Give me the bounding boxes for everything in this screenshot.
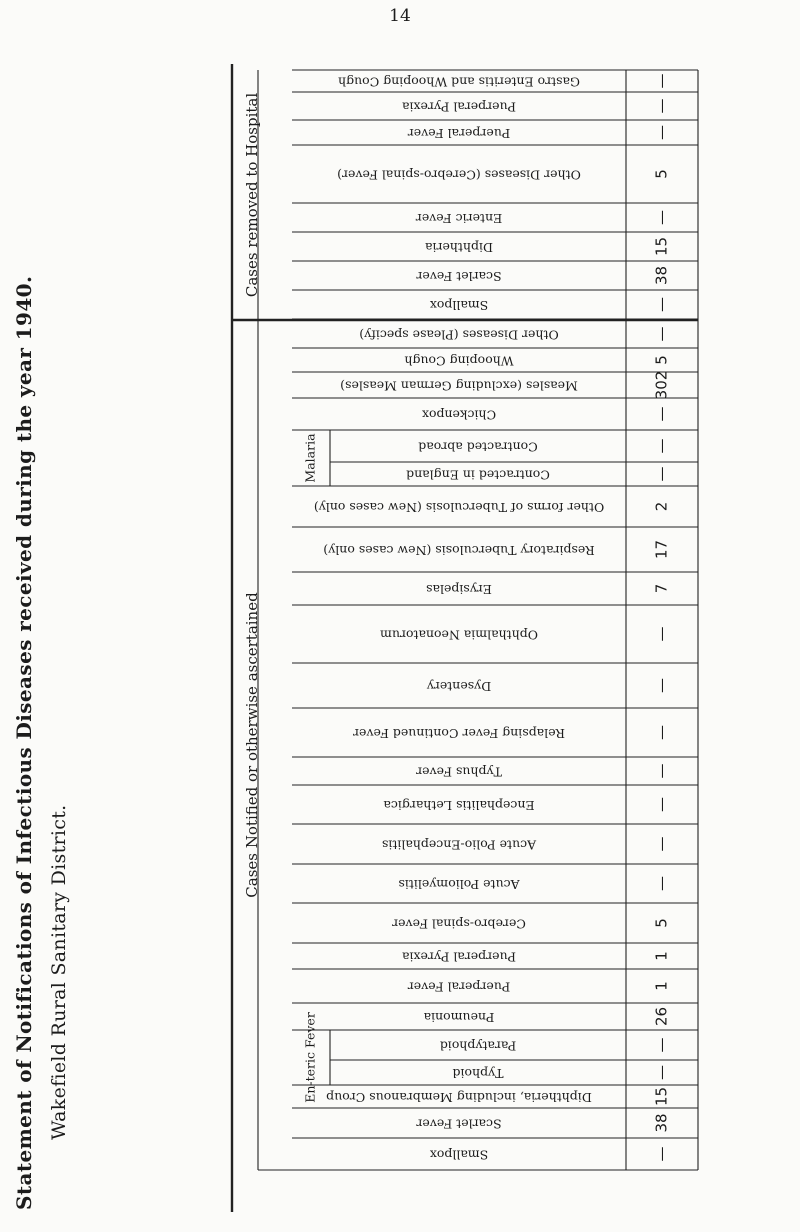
- row-label-notified-23: Whooping Cough: [404, 353, 514, 369]
- row-value-notified-1: 38: [652, 1113, 671, 1133]
- row-value-notified-17: 17: [652, 539, 671, 560]
- row-value-notified-19: —: [652, 466, 671, 482]
- row-value-removed-3: —: [652, 210, 671, 225]
- row-label-notified-20: Contracted abroad: [418, 439, 538, 455]
- document-subtitle: Wakefield Rural Sanitary District.: [48, 804, 70, 1140]
- row-value-notified-8: 5: [652, 918, 671, 928]
- row-label-notified-19: Contracted in England: [406, 467, 550, 483]
- row-label-notified-14: Dysentery: [426, 679, 492, 694]
- row-label-notified-4: Paratyphoid: [439, 1038, 517, 1054]
- row-label-notified-21: Chickenpox: [421, 407, 497, 423]
- row-value-removed-6: —: [652, 98, 671, 114]
- row-label-notified-5: Pneumonia: [423, 1010, 495, 1025]
- row-labels: [243, 75, 604, 1163]
- row-label-notified-0: Smallpox: [429, 1147, 489, 1163]
- row-value-notified-14: —: [652, 678, 671, 693]
- row-label-removed-2: Diphtheria: [425, 240, 493, 255]
- row-value-notified-6: 1: [652, 981, 671, 991]
- row-label-notified-2: Diphtheria, including Membranous Croup: [326, 1090, 592, 1105]
- row-label-removed-7: Gastro Enteritis and Whooping Cough: [338, 74, 580, 90]
- row-values: [653, 74, 671, 1162]
- page-number: 14: [389, 6, 411, 26]
- document-title: Statement of Notifications of Infectious Diseases received during the year 1940.: [12, 275, 36, 1210]
- row-label-notified-1: Scarlet Fever: [416, 1116, 502, 1132]
- group-label-enteric: En-teric Fever: [302, 1012, 318, 1103]
- row-label-notified-24: Other Diseases (Please specify): [359, 327, 559, 343]
- row-label-notified-12: Typhus Fever: [416, 764, 502, 780]
- row-value-notified-3: —: [652, 1065, 671, 1080]
- row-label-notified-17: Respiratory Tuberculosis (New cases only): [323, 543, 595, 558]
- section-label-removed: Cases removed to Hospital: [243, 92, 261, 298]
- row-value-notified-2: 15: [652, 1086, 671, 1107]
- row-label-notified-6: Puerperal Fever: [407, 979, 511, 995]
- row-value-notified-9: —: [652, 876, 671, 891]
- row-label-notified-15: Ophthalmia Neonatorum: [380, 627, 538, 643]
- row-label-removed-1: Scarlet Fever: [416, 269, 502, 284]
- row-value-notified-21: —: [652, 406, 671, 422]
- row-label-notified-18: Other forms of Tuberculosis (New cases only): [313, 500, 605, 515]
- row-value-notified-7: 1: [652, 951, 671, 961]
- row-value-removed-2: 15: [652, 236, 671, 257]
- row-value-notified-5: 26: [652, 1006, 671, 1027]
- row-label-removed-4: Other Diseases (Cerebro-spinal Fever): [337, 167, 581, 183]
- row-value-notified-13: —: [652, 725, 671, 740]
- row-label-removed-0: Smallpox: [429, 298, 489, 313]
- row-value-notified-24: —: [652, 326, 671, 342]
- row-value-removed-7: —: [652, 73, 671, 89]
- row-value-removed-5: —: [652, 125, 671, 140]
- row-value-removed-4: 5: [652, 169, 671, 179]
- row-label-notified-16: Erysipelas: [426, 582, 492, 597]
- row-value-removed-1: 38: [652, 265, 671, 286]
- row-value-notified-18: 2: [652, 501, 671, 512]
- row-label-notified-9: Acute Poliomyelitis: [398, 877, 520, 892]
- row-value-notified-16: 7: [652, 583, 671, 594]
- row-value-notified-4: —: [652, 1037, 671, 1053]
- row-value-notified-20: —: [652, 438, 671, 454]
- row-value-notified-22: 302: [652, 370, 671, 400]
- row-label-removed-3: Enteric Fever: [415, 211, 503, 226]
- row-value-notified-23: 5: [652, 355, 671, 365]
- row-label-notified-10: Acute Polio-Encephalitis: [381, 837, 537, 853]
- row-value-notified-12: —: [652, 763, 671, 779]
- row-label-notified-11: Encephalitis Lethargica: [383, 798, 535, 813]
- group-label-malaria: Malaria: [302, 433, 318, 483]
- section-label-notified: Cases Notified or otherwise ascertained: [243, 592, 261, 898]
- row-value-notified-11: —: [652, 797, 671, 812]
- row-label-notified-22: Measles (excluding German Measles): [340, 378, 578, 394]
- row-label-notified-13: Relapsing Fever Continued Fever: [353, 726, 565, 741]
- row-value-notified-15: —: [652, 626, 671, 642]
- row-value-notified-10: —: [652, 836, 671, 852]
- row-value-removed-0: —: [652, 297, 671, 312]
- row-value-notified-0: —: [652, 1146, 671, 1162]
- row-label-removed-5: Puerperal Fever: [407, 126, 511, 141]
- row-label-notified-3: Typhoid: [452, 1066, 504, 1081]
- row-label-notified-8: Cerebro-spinal Fever: [392, 916, 526, 932]
- row-label-notified-7: Puerperal Pyrexia: [402, 949, 516, 965]
- row-label-removed-6: Puerperal Pyrexia: [402, 99, 516, 115]
